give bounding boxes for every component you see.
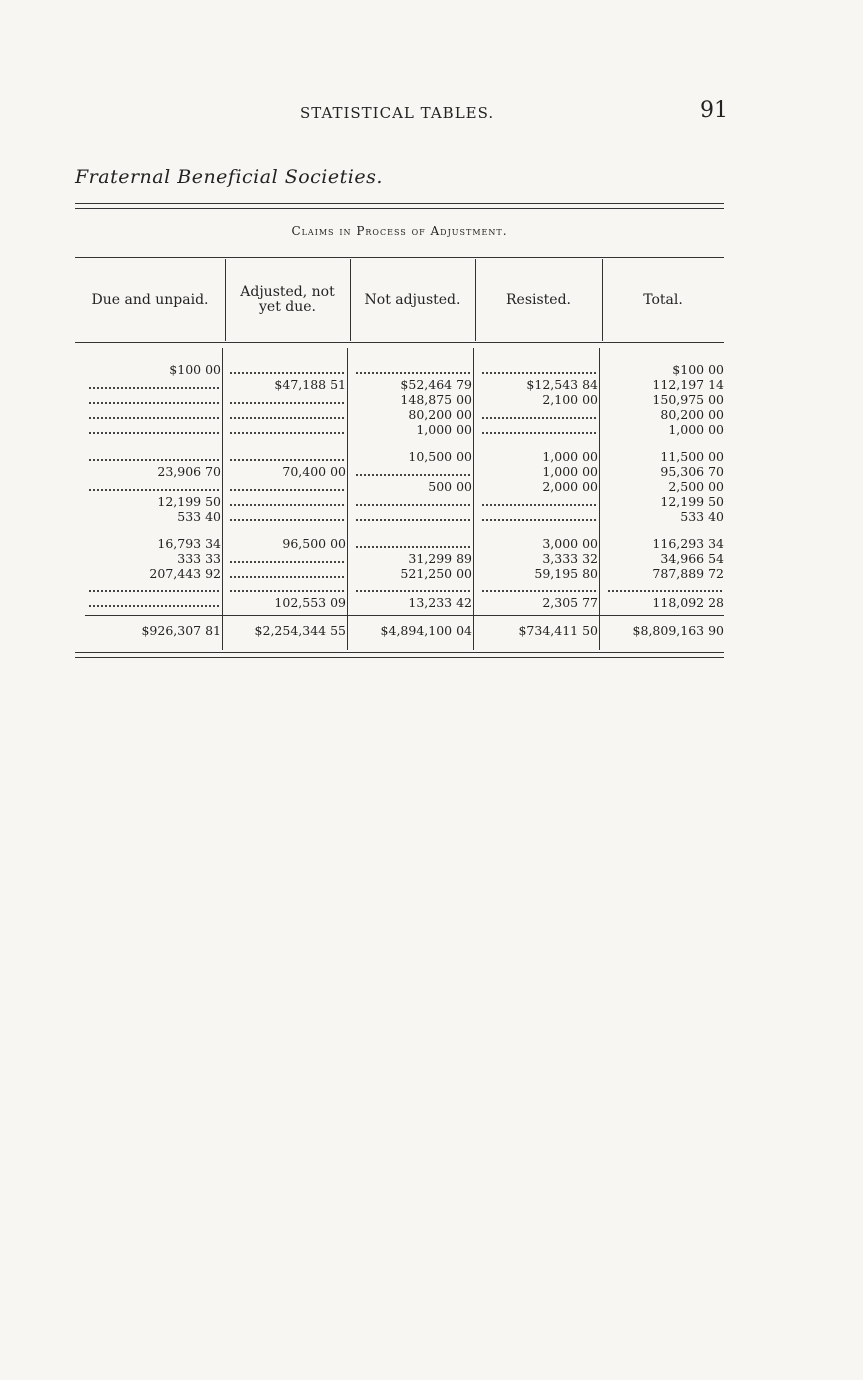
dot-leader <box>356 491 470 506</box>
dot-leader <box>230 491 344 506</box>
table-cell: 533 40 <box>680 509 724 524</box>
table-cell: 118,092 28 <box>652 595 724 610</box>
dot-leader <box>482 419 596 434</box>
table-cell: $47,188 51 <box>274 377 346 392</box>
dot-leader <box>230 389 344 404</box>
table-cell: 116,293 34 <box>652 536 724 551</box>
table-cell: 13,233 42 <box>408 595 472 610</box>
table-cell: $12,543 84 <box>526 377 598 392</box>
bottom-rule <box>75 652 724 653</box>
table-cell: 70,400 00 <box>282 464 346 479</box>
column-divider <box>475 259 476 341</box>
totals-not-adjusted: $4,894,100 04 <box>380 623 472 638</box>
table-cell: 12,199 50 <box>157 494 221 509</box>
running-head: STATISTICAL TABLES. <box>300 104 495 122</box>
table-cell: 500 00 <box>428 479 472 494</box>
dot-leader <box>356 533 470 548</box>
column-divider <box>347 348 348 650</box>
bottom-rule-second <box>75 657 724 658</box>
table-cell: 521,250 00 <box>400 566 472 581</box>
dot-leader <box>608 577 722 592</box>
table-cell: 112,197 14 <box>652 377 724 392</box>
table-cell: 12,199 50 <box>660 494 724 509</box>
table-cell: 59,195 80 <box>534 566 598 581</box>
section-title: Fraternal Beneficial Societies. <box>75 166 383 188</box>
table-cell: 10,500 00 <box>408 449 472 464</box>
dot-leader <box>482 491 596 506</box>
totals-total: $8,809,163 90 <box>632 623 724 638</box>
column-divider <box>602 259 603 341</box>
table-cell: $100 00 <box>672 362 724 377</box>
table-cell: 1,000 00 <box>668 422 724 437</box>
totals-due-unpaid: $926,307 81 <box>141 623 221 638</box>
header-rule <box>75 257 724 258</box>
dot-leader <box>89 577 219 592</box>
top-rule <box>75 203 724 204</box>
column-header-not-adjusted: Not adjusted. <box>364 291 461 308</box>
table-cell: $100 00 <box>169 362 221 377</box>
table-cell: 148,875 00 <box>400 392 472 407</box>
top-rule-second <box>75 208 724 209</box>
dot-leader <box>230 419 344 434</box>
dot-leader <box>356 506 470 521</box>
dot-leader <box>482 506 596 521</box>
table-caption: Claims in Process of Adjustment. <box>291 224 508 238</box>
table-cell: 2,000 00 <box>542 479 598 494</box>
dot-leader <box>230 506 344 521</box>
table-cell: 207,443 92 <box>149 566 221 581</box>
column-divider <box>350 259 351 341</box>
column-header-due-unpaid: Due and unpaid. <box>91 291 209 308</box>
column-divider <box>473 348 474 650</box>
table-cell: 34,966 54 <box>660 551 724 566</box>
dot-leader <box>230 577 344 592</box>
dot-leader <box>230 563 344 578</box>
table-cell: 3,000 00 <box>542 536 598 551</box>
table-cell: 11,500 00 <box>660 449 724 464</box>
table-cell: 1,000 00 <box>416 422 472 437</box>
dot-leader <box>482 404 596 419</box>
table-cell: 80,200 00 <box>408 407 472 422</box>
column-divider <box>222 348 223 650</box>
dot-leader <box>230 476 344 491</box>
table-cell: 333 33 <box>177 551 221 566</box>
dot-leader <box>356 577 470 592</box>
column-divider <box>599 348 600 650</box>
table-cell: $52,464 79 <box>400 377 472 392</box>
table-cell: 96,500 00 <box>282 536 346 551</box>
dot-leader <box>356 359 470 374</box>
table-cell: 2,305 77 <box>542 595 598 610</box>
dot-leader <box>89 476 219 491</box>
dot-leader <box>89 389 219 404</box>
table-cell: 16,793 34 <box>157 536 221 551</box>
table-cell: 150,975 00 <box>652 392 724 407</box>
page-number: 91 <box>700 98 728 123</box>
column-divider <box>225 259 226 341</box>
dot-leader <box>89 404 219 419</box>
table-cell: 31,299 89 <box>408 551 472 566</box>
totals-rule <box>85 615 724 616</box>
dot-leader <box>89 446 219 461</box>
dot-leader <box>89 419 219 434</box>
table-cell: 3,333 32 <box>542 551 598 566</box>
dot-leader <box>230 548 344 563</box>
dot-leader <box>482 577 596 592</box>
table-cell: 95,306 70 <box>660 464 724 479</box>
dot-leader <box>89 592 219 607</box>
dot-leader <box>230 404 344 419</box>
column-header-resisted: Resisted. <box>506 291 571 308</box>
table-cell: 23,906 70 <box>157 464 221 479</box>
dot-leader <box>89 374 219 389</box>
table-cell: 787,889 72 <box>652 566 724 581</box>
dot-leader <box>482 359 596 374</box>
dot-leader <box>230 359 344 374</box>
table-cell: 533 40 <box>177 509 221 524</box>
column-header-total: Total. <box>643 291 683 308</box>
table-cell: 102,553 09 <box>274 595 346 610</box>
totals-resisted: $734,411 50 <box>518 623 598 638</box>
table-cell: 1,000 00 <box>542 464 598 479</box>
column-header-adjusted-not-due: Adjusted, not yet due. <box>240 284 335 315</box>
table-cell: 2,500 00 <box>668 479 724 494</box>
table-cell: 2,100 00 <box>542 392 598 407</box>
table-cell: 1,000 00 <box>542 449 598 464</box>
dot-leader <box>230 446 344 461</box>
dot-leader <box>356 461 470 476</box>
header-bottom-rule <box>75 342 724 343</box>
totals-adjusted-not-due: $2,254,344 55 <box>254 623 346 638</box>
table-cell: 80,200 00 <box>660 407 724 422</box>
